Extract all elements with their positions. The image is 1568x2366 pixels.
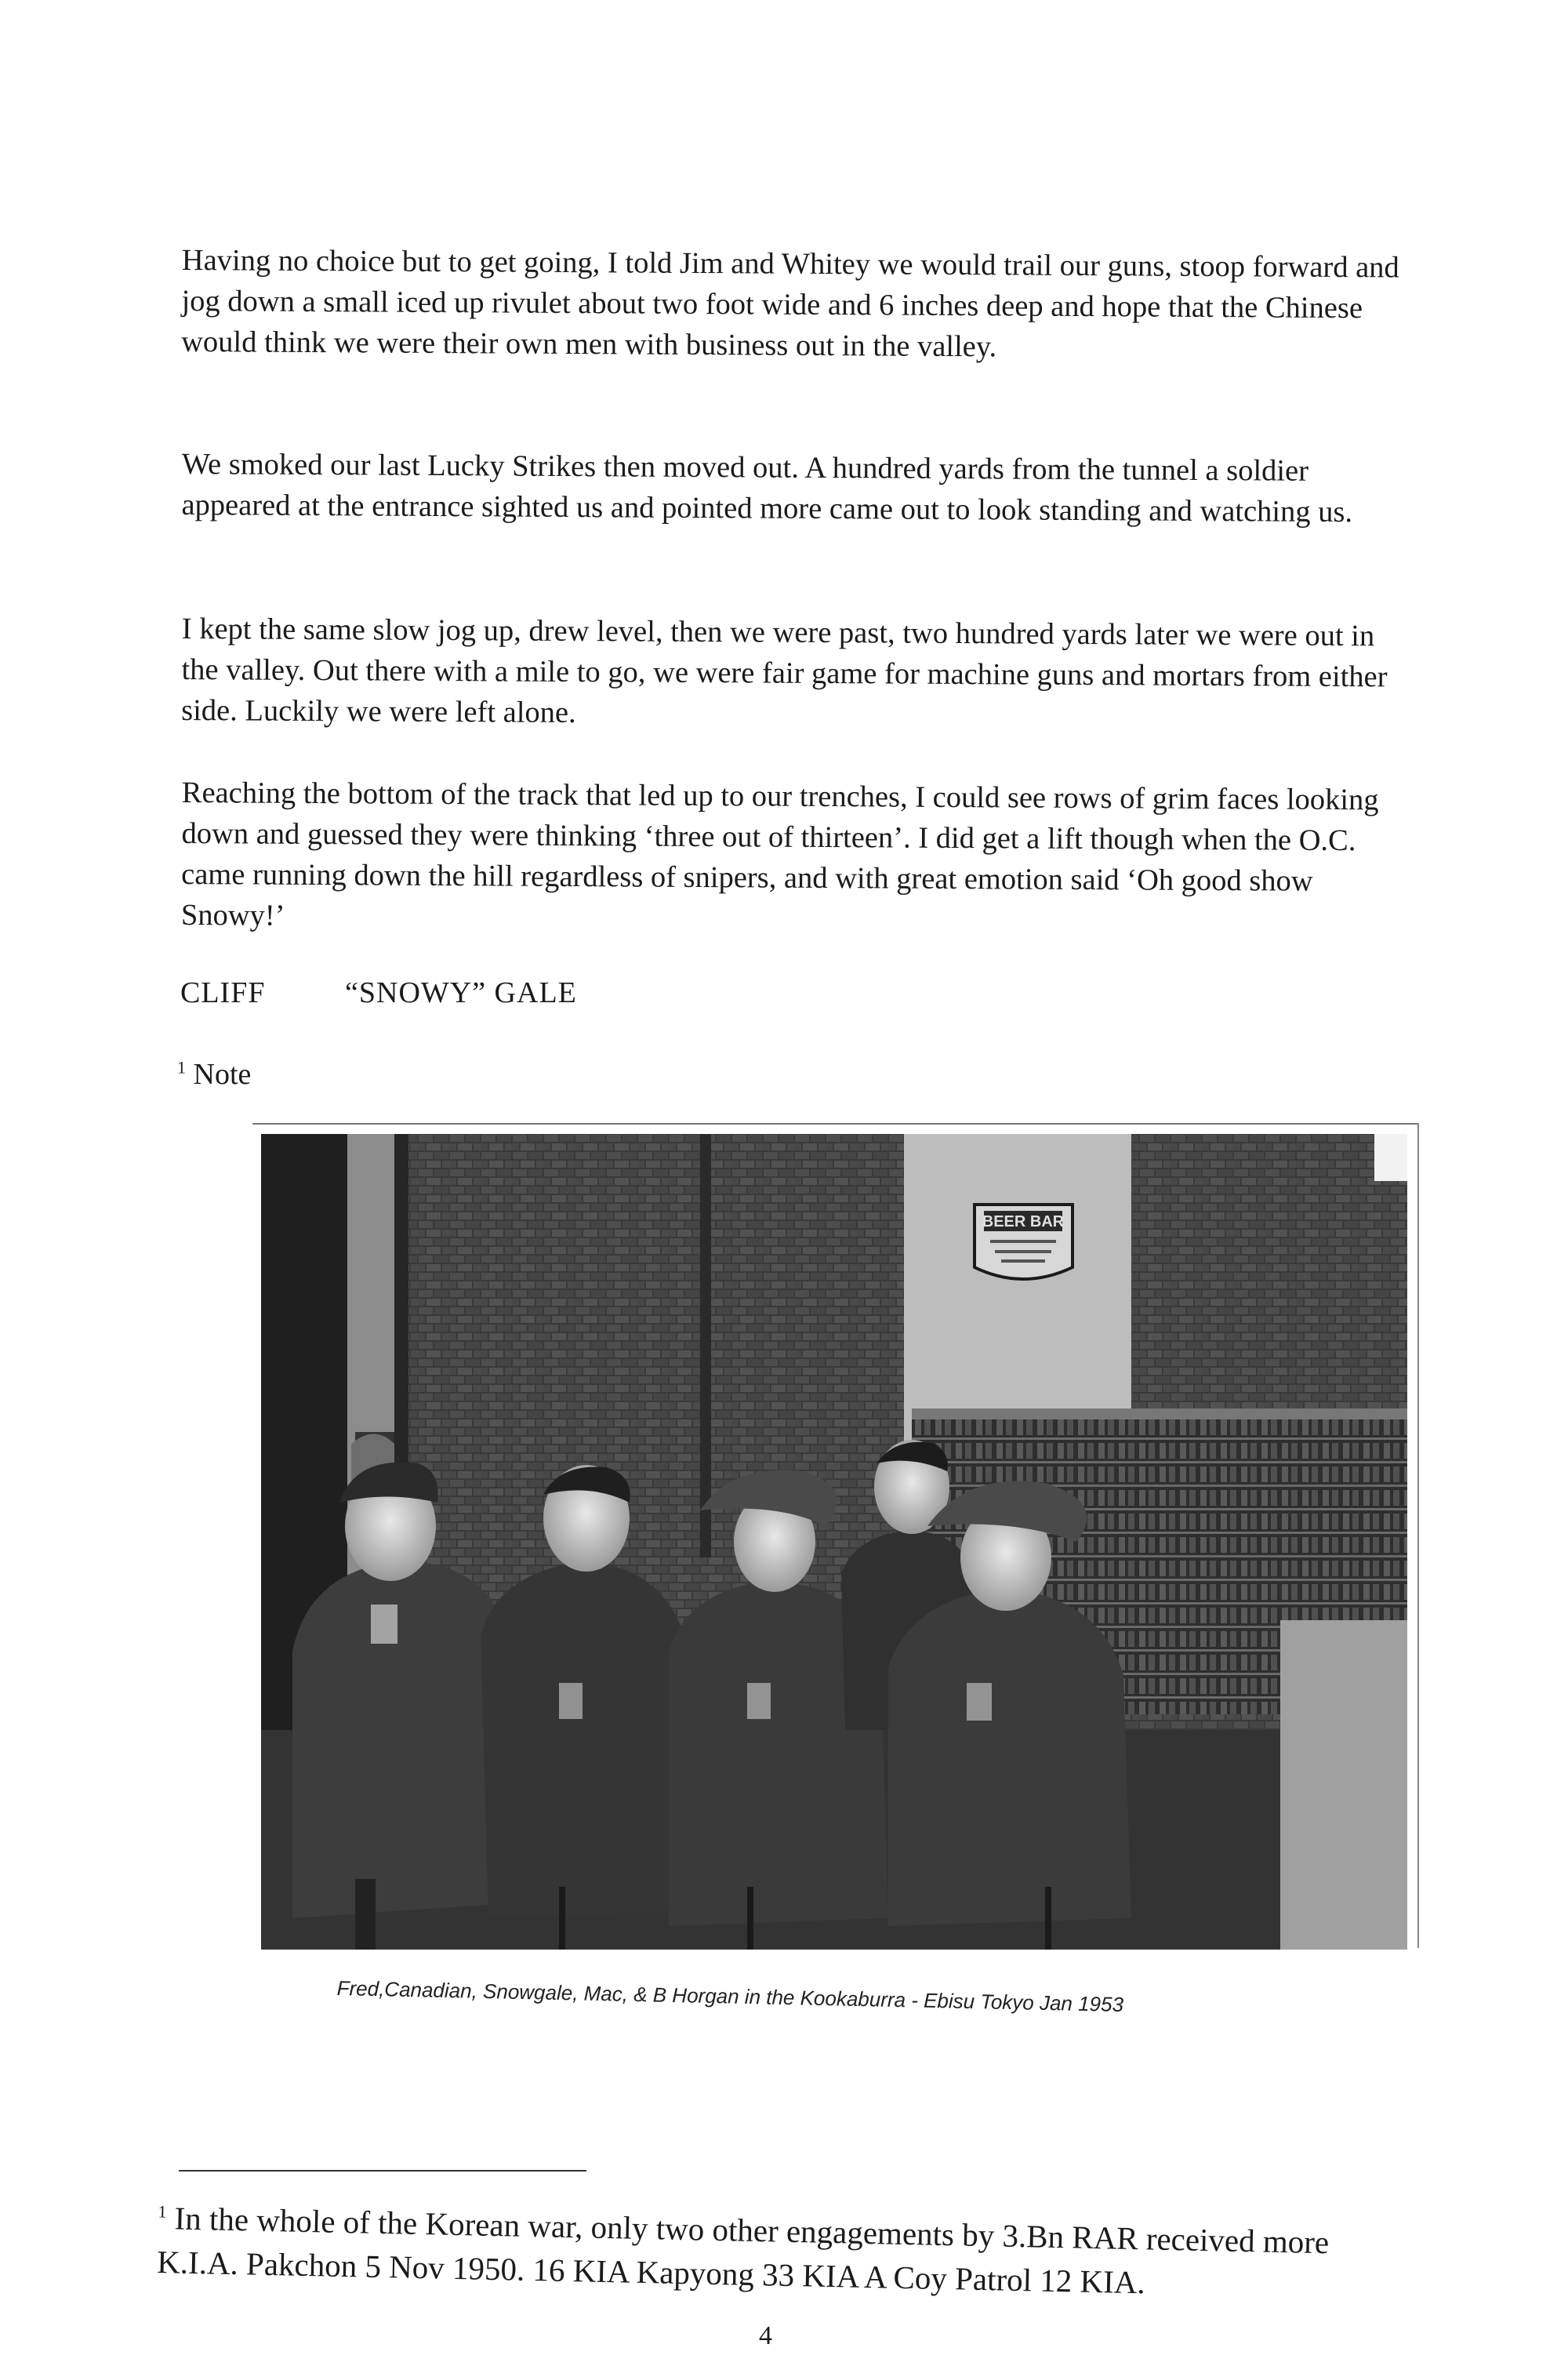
author-nickname-surname: “SNOWY” GALE bbox=[345, 976, 577, 1009]
paragraph-4: Reaching the bottom of the track that led up to our trenches, I could see rows of grim faces looking down and guessed they were thinking ‘three out of thirteen’. I did get a lift though when the O.C. came running down the hill regardless of snipers, and with great emotion said ‘Oh good show Snowy!’ bbox=[180, 776, 1379, 932]
note-reference bbox=[177, 1057, 251, 1092]
footnote-divider bbox=[179, 2170, 586, 2172]
footnote bbox=[157, 2196, 1381, 2310]
author-signature bbox=[180, 976, 577, 1010]
photo-illustration bbox=[261, 1134, 1407, 1950]
footnote-text: In the whole of the Korean war, only two other engagements by 3.Bn RAR received more K.I.A. Pakchon 5 Nov 1950. 16 KIA Kapyong 33 KIA A Coy Patrol 12 KIA. bbox=[156, 2200, 1330, 2301]
paragraph-2: We smoked our last Lucky Strikes then moved out. A hundred yards from the tunnel a soldier appeared at the entrance sighted us and pointed more came out to look standing and watching us. bbox=[181, 447, 1353, 529]
note-label: Note bbox=[193, 1058, 252, 1091]
photo-caption: Fred,Canadian, Snowgale, Mac, & B Horgan in the Kookaburra - Ebisu Tokyo Jan 1953 bbox=[336, 1976, 1124, 2017]
group-photograph bbox=[261, 1134, 1407, 1950]
author-first-name: CLIFF bbox=[180, 976, 266, 1009]
footnote-marker: 1 bbox=[158, 2201, 167, 2222]
paragraph-1: Having no choice but to get going, I told Jim and Whitey we would trail our guns, stoop forward and jog down a small iced up rivulet about two foot wide and 6 inches deep and hope that the Chinese would think we were their own men with business out in the valley. bbox=[181, 243, 1399, 364]
page-number: 4 bbox=[759, 2321, 772, 2350]
beer-bar-sign-text: BEER BAR bbox=[982, 1213, 1065, 1230]
paragraph-3: I kept the same slow jog up, drew level, then we were past, two hundred yards later we were out in the valley. Out there with a mile to go, we were fair game for machine guns and mortars from either side. Luckily we were left alone. bbox=[181, 612, 1388, 730]
note-marker: 1 bbox=[177, 1057, 186, 1078]
